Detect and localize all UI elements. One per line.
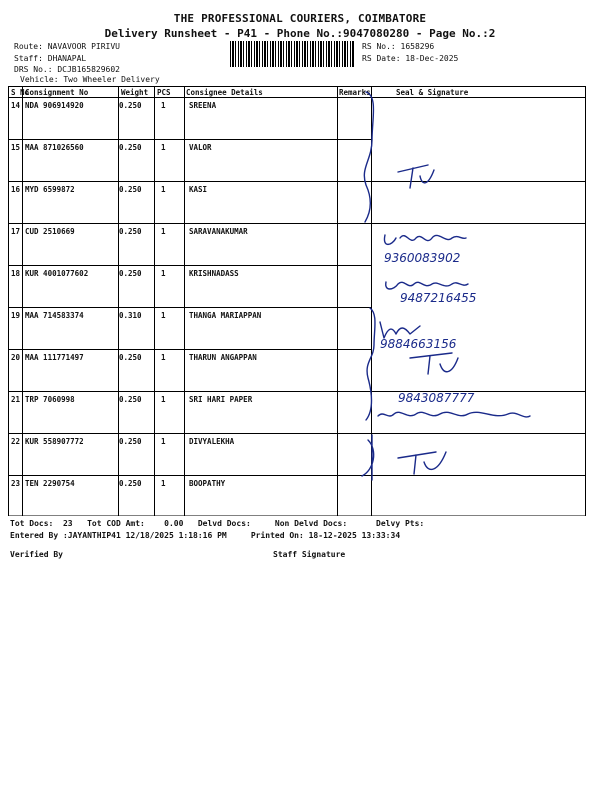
row-consignee-name: THANGA MARIAPPAN <box>189 311 262 320</box>
row-weight: 0.250 <box>119 143 142 152</box>
row-pcs: 1 <box>161 143 166 152</box>
row-weight: 0.250 <box>119 353 142 362</box>
row-sno: 14 <box>11 101 21 110</box>
row-pcs: 1 <box>161 101 166 110</box>
row-consignee-name: SARAVANAKUMAR <box>189 227 248 236</box>
row-pcs: 1 <box>161 311 166 320</box>
handwritten-phone-row18: 9487216455 <box>400 291 477 305</box>
row-consignment-no: NDA 906914920 <box>25 101 84 110</box>
table-lines <box>8 86 586 516</box>
handwritten-phone-row17: 9360083902 <box>384 251 461 265</box>
row-pcs: 1 <box>161 227 166 236</box>
row-sno: 19 <box>11 311 21 320</box>
vehicle-label: Vehicle: Two Wheeler Delivery <box>20 75 160 84</box>
delivery-table-grid <box>8 86 586 516</box>
row-consignee-name: VALOR <box>189 143 212 152</box>
col-header-seal: Seal & Signature <box>396 88 469 97</box>
row-consignee-name: KASI <box>189 185 208 194</box>
document-subtitle: Delivery Runsheet - P41 - Phone No.:9047080280 - Page No.:2 <box>104 27 496 40</box>
staff-label: Staff: DHANAPAL <box>14 53 87 63</box>
row-weight: 0.250 <box>119 437 142 446</box>
row-pcs: 1 <box>161 269 166 278</box>
col-header-sno: S No <box>11 88 30 97</box>
row-consignee-name: THARUN ANGAPPAN <box>189 353 257 362</box>
rs-date: RS Date: 18-Dec-2025 <box>362 53 459 63</box>
staff-signature-label: Staff Signature <box>273 550 346 559</box>
handwritten-phone-row19: 9884663156 <box>380 337 457 351</box>
row-consignment-no: TEN 2290754 <box>25 479 75 488</box>
row-consignment-no: MYD 6599872 <box>25 185 75 194</box>
row-consignment-no: TRP 7060998 <box>25 395 75 404</box>
row-weight: 0.250 <box>119 479 142 488</box>
barcode-image <box>230 41 354 67</box>
row-sno: 23 <box>11 479 21 488</box>
row-consignee-name: KRISHNADASS <box>189 269 239 278</box>
col-header-weight: Weight <box>121 88 149 97</box>
row-consignment-no: KUR 4001077602 <box>25 269 89 278</box>
row-weight: 0.250 <box>119 269 142 278</box>
col-header-consignment: Consignment No <box>25 88 89 97</box>
row-sno: 15 <box>11 143 21 152</box>
drs-label: DRS No.: DCJB165829602 <box>14 65 120 74</box>
route-label: Route: NAVAVOOR PIRIVU <box>14 42 120 51</box>
row-weight: 0.310 <box>119 311 142 320</box>
row-sno: 18 <box>11 269 21 278</box>
row-consignee-name: SREENA <box>189 101 217 110</box>
row-consignee-name: SRI HARI PAPER <box>189 395 253 404</box>
rs-number: RS No.: 1658296 <box>362 42 435 51</box>
row-pcs: 1 <box>161 479 166 488</box>
row-consignment-no: MAA 111771497 <box>25 353 84 362</box>
row-sno: 17 <box>11 227 21 236</box>
row-consignment-no: CUD 2510669 <box>25 227 75 236</box>
row-consignment-no: MAA 871026560 <box>25 143 84 152</box>
row-weight: 0.250 <box>119 185 142 194</box>
row-weight: 0.250 <box>119 101 142 110</box>
col-header-remarks: Remarks <box>339 88 371 97</box>
row-pcs: 1 <box>161 353 166 362</box>
row-consignment-no: KUR 558907772 <box>25 437 84 446</box>
row-pcs: 1 <box>161 185 166 194</box>
row-sno: 22 <box>11 437 21 446</box>
verified-by-label: Verified By <box>10 550 63 559</box>
rs-block <box>362 41 458 64</box>
col-header-pcs: PCS <box>157 88 171 97</box>
row-sno: 21 <box>11 395 21 404</box>
row-pcs: 1 <box>161 395 166 404</box>
entered-by-line: Entered By :JAYANTHIP41 12/18/2025 1:18:16 PM Printed On: 18-12-2025 13:33:34 <box>10 531 401 540</box>
row-weight: 0.250 <box>119 227 142 236</box>
row-weight: 0.250 <box>119 395 142 404</box>
row-consignee-name: BOOPATHY <box>189 479 226 488</box>
row-consignee-name: DIVYALEKHA <box>189 437 235 446</box>
col-header-consignee: Consignee Details <box>186 88 263 97</box>
totals-line: Tot Docs: 23 Tot COD Amt: 0.00 Delvd Docs: Non Delvd Docs: Delvy Pts: <box>10 519 425 528</box>
row-pcs: 1 <box>161 437 166 446</box>
route-staff-block <box>14 41 120 76</box>
row-sno: 16 <box>11 185 21 194</box>
row-sno: 20 <box>11 353 21 362</box>
handwritten-phone-row21: 9843087777 <box>398 391 475 405</box>
row-consignment-no: MAA 714583374 <box>25 311 84 320</box>
document-title: THE PROFESSIONAL COURIERS, COIMBATORE <box>173 12 427 25</box>
